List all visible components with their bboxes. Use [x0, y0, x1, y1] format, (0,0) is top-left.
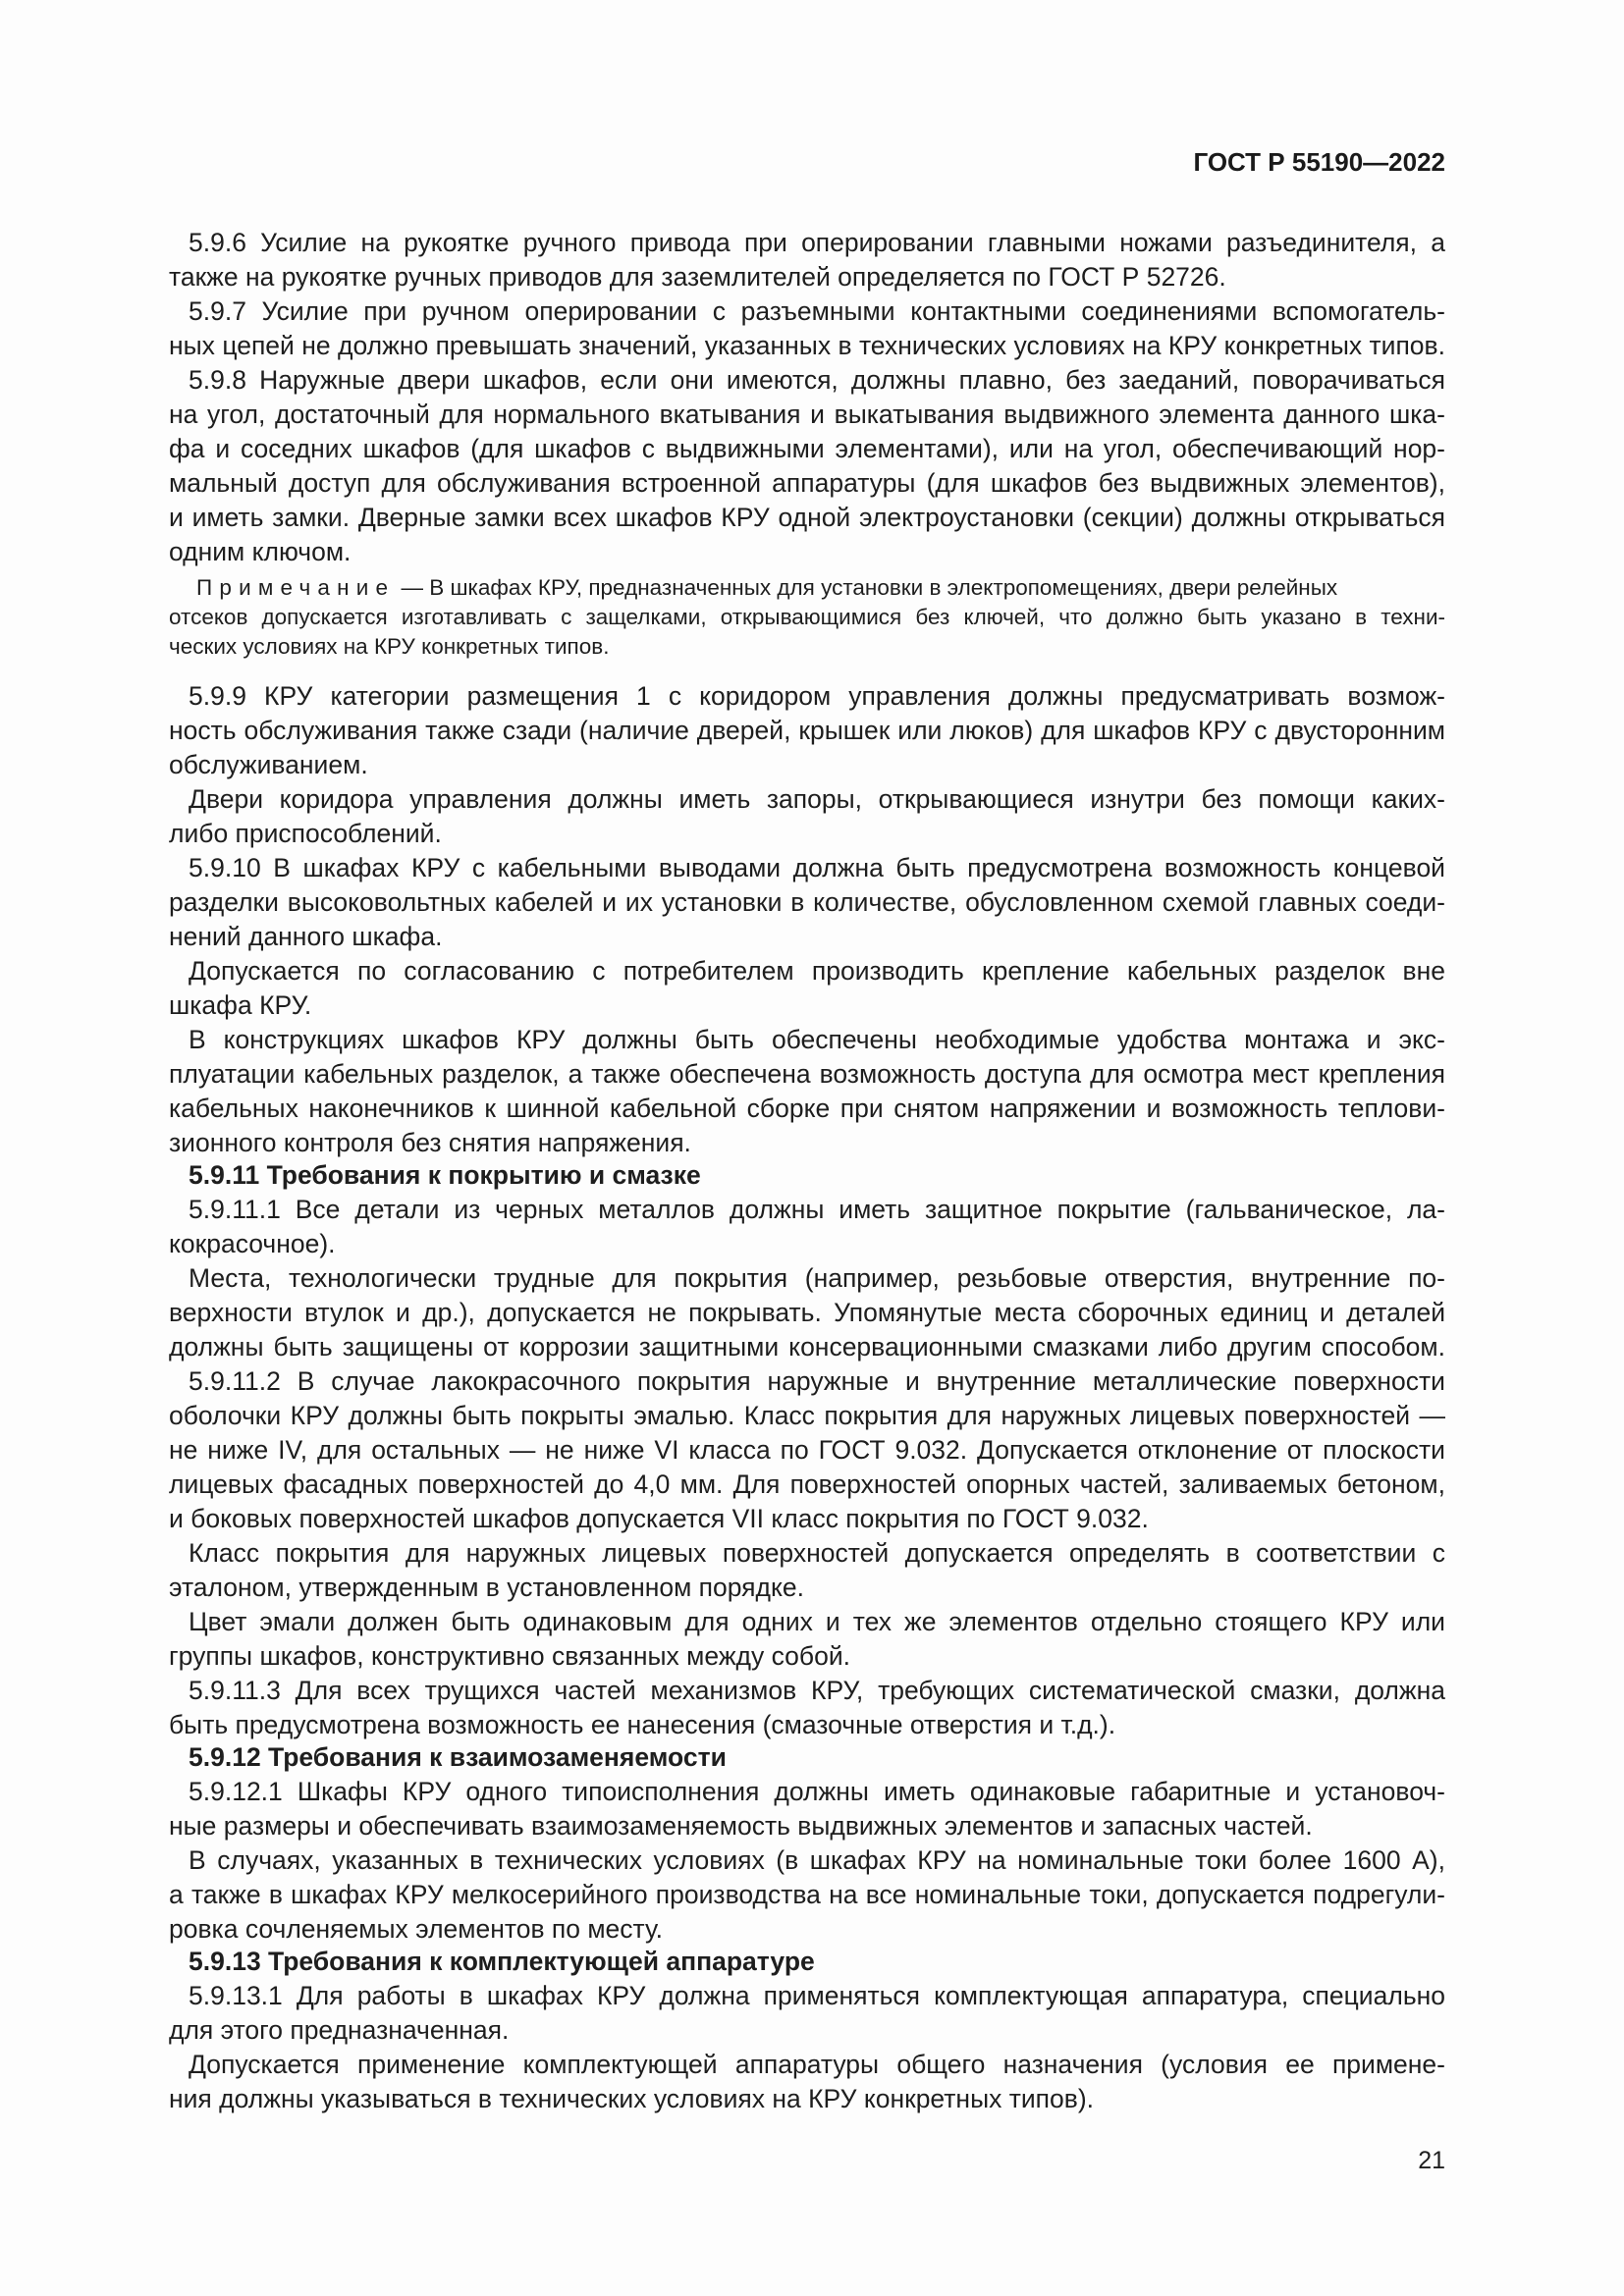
body-line: на угол, достаточный для нормального вкатывания и выкатывания выдвижного элемента данного шка- [169, 400, 1445, 429]
body-line: 5.9.11.3 Для всех трущихся частей механизмов КРУ, требующих систематической смазки, должна [189, 1676, 1445, 1705]
note-label: Примечание [196, 575, 396, 600]
body-line: а также в шкафах КРУ мелкосерийного производства на все номинальные токи, допускается подрегули- [169, 1880, 1445, 1909]
page-number: 21 [1418, 2147, 1445, 2174]
body-line: также на рукоятке ручных приводов для заземлителей определяется по ГОСТ Р 52726. [169, 262, 1226, 292]
body-line: 5.9.11.2 В случае лакокрасочного покрытия наружные и внутренние металлические поверхности [189, 1366, 1445, 1396]
body-line: группы шкафов, конструктивно связанных между собой. [169, 1641, 850, 1671]
body-line: В конструкциях шкафов КРУ должны быть обеспечены необходимые удобства монтажа и экс- [189, 1025, 1445, 1054]
body-line: должны быть защищены от коррозии защитными консервационными смазками либо другим способом. [169, 1332, 1445, 1362]
body-line: Места, технологически трудные для покрытия (например, резьбовые отверстия, внутренние по- [189, 1263, 1445, 1293]
body-line: В случаях, указанных в технических условиях (в шкафах КРУ на номинальные токи более 1600 А), [189, 1845, 1445, 1875]
body-line: 5.9.12.1 Шкафы КРУ одного типоисполнения должны иметь одинаковые габаритные и установоч- [189, 1777, 1445, 1806]
body-line: ровка сочленяемых элементов по месту. [169, 1914, 663, 1944]
body-line: Класс покрытия для наружных лицевых поверхностей допускается определять в соответствии с [189, 1538, 1445, 1568]
body-line: шкафа КРУ. [169, 990, 312, 1020]
body-line: либо приспособлений. [169, 819, 442, 848]
section-heading: 5.9.11 Требования к покрытию и смазке [189, 1160, 701, 1190]
body-line: Допускается применение комплектующей аппаратуры общего назначения (условия ее примене- [189, 2050, 1445, 2079]
body-line: разделки высоковольтных кабелей и их установки в количестве, обусловленном схемой главных соеди- [169, 887, 1445, 917]
body-line: мальный доступ для обслуживания встроенной аппаратуры (для шкафов без выдвижных элементов), [169, 468, 1445, 498]
note-line: отсеков допускается изготавливать с защелками, открывающимися без ключей, что должно быть указано в техни- [169, 605, 1445, 629]
body-line: нений данного шкафа. [169, 922, 443, 951]
body-line: 5.9.13.1 Для работы в шкафах КРУ должна применяться комплектующая аппаратура, специально [189, 1981, 1445, 2010]
body-line: Цвет эмали должен быть одинаковым для одних и тех же элементов отдельно стоящего КРУ или [189, 1607, 1445, 1636]
document-header: ГОСТ Р 55190—2022 [1193, 147, 1445, 177]
body-line: 5.9.10 В шкафах КРУ с кабельными выводами должна быть предусмотрена возможность концевой [189, 853, 1445, 882]
body-line: ния должны указываться в технических условиях на КРУ конкретных типов). [169, 2084, 1095, 2113]
note-line: ческих условиях на КРУ конкретных типов. [169, 634, 610, 659]
body-line: кокрасочное). [169, 1229, 336, 1258]
body-line: фа и соседних шкафов (для шкафов с выдвижными элементами), или на угол, обеспечивающий нор- [169, 434, 1445, 463]
body-line: 5.9.6 Усилие на рукоятке ручного привода при оперировании главными ножами разъединителя, а [189, 228, 1445, 257]
body-line: 5.9.8 Наружные двери шкафов, если они имеются, должны плавно, без заеданий, поворачиваться [189, 365, 1445, 395]
body-line: 5.9.11.1 Все детали из черных металлов должны иметь защитное покрытие (гальваническое, ла- [189, 1195, 1445, 1224]
body-line: ность обслуживания также сзади (наличие дверей, крышек или люков) для шкафов КРУ с двусторонним [169, 716, 1445, 745]
body-line: плуатации кабельных разделок, а также обеспечена возможность доступа для осмотра мест крепления [169, 1059, 1445, 1089]
body-line: Двери коридора управления должны иметь запоры, открывающиеся изнутри без помощи каких- [189, 784, 1445, 814]
body-line: ные размеры и обеспечивать взаимозаменяемость выдвижных элементов и запасных частей. [169, 1811, 1313, 1841]
note-text: — В шкафах КРУ, предназначенных для установки в электропомещениях, двери релейных [395, 575, 1338, 600]
body-line: одним ключом. [169, 537, 352, 566]
body-line: Допускается по согласованию с потребителем производить крепление кабельных разделок вне [189, 956, 1445, 986]
section-heading: 5.9.12 Требования к взаимозаменяемости [189, 1742, 727, 1772]
body-line: зионного контроля без снятия напряжения. [169, 1128, 691, 1157]
body-line: не ниже IV, для остальных — не ниже VI класса по ГОСТ 9.032. Допускается отклонение от плоскости [169, 1435, 1445, 1465]
body-line: быть предусмотрена возможность ее нанесения (смазочные отверстия и т.д.). [169, 1710, 1116, 1739]
body-line: верхности втулок и др.), допускается не покрывать. Упомянутые места сборочных единиц и деталей [169, 1298, 1445, 1327]
section-heading: 5.9.13 Требования к комплектующей аппаратуре [189, 1947, 815, 1976]
body-line: ных цепей не должно превышать значений, указанных в технических условиях на КРУ конкретных типов. [169, 331, 1445, 360]
body-line: и боковых поверхностей шкафов допускается VII класс покрытия по ГОСТ 9.032. [169, 1504, 1149, 1533]
body-line: кабельных наконечников к шинной кабельной сборке при снятом напряжении и возможность теплови- [169, 1094, 1445, 1123]
body-line: оболочки КРУ должны быть покрыты эмалью. Класс покрытия для наружных лицевых поверхностей — [169, 1401, 1445, 1430]
note-line [196, 573, 1445, 603]
body-line: обслуживанием. [169, 750, 368, 779]
body-line: 5.9.9 КРУ категории размещения 1 с коридором управления должны предусматривать возмож- [189, 681, 1445, 711]
body-line: эталоном, утвержденным в установленном порядке. [169, 1573, 804, 1602]
body-line: и иметь замки. Дверные замки всех шкафов КРУ одной электроустановки (секции) должны открываться [169, 503, 1445, 532]
body-line: 5.9.7 Усилие при ручном оперировании с разъемными контактными соединениями вспомогатель- [189, 296, 1445, 326]
body-line: лицевых фасадных поверхностей до 4,0 мм. Для поверхностей опорных частей, заливаемых бетоном, [169, 1469, 1445, 1499]
body-line: для этого предназначенная. [169, 2015, 510, 2045]
